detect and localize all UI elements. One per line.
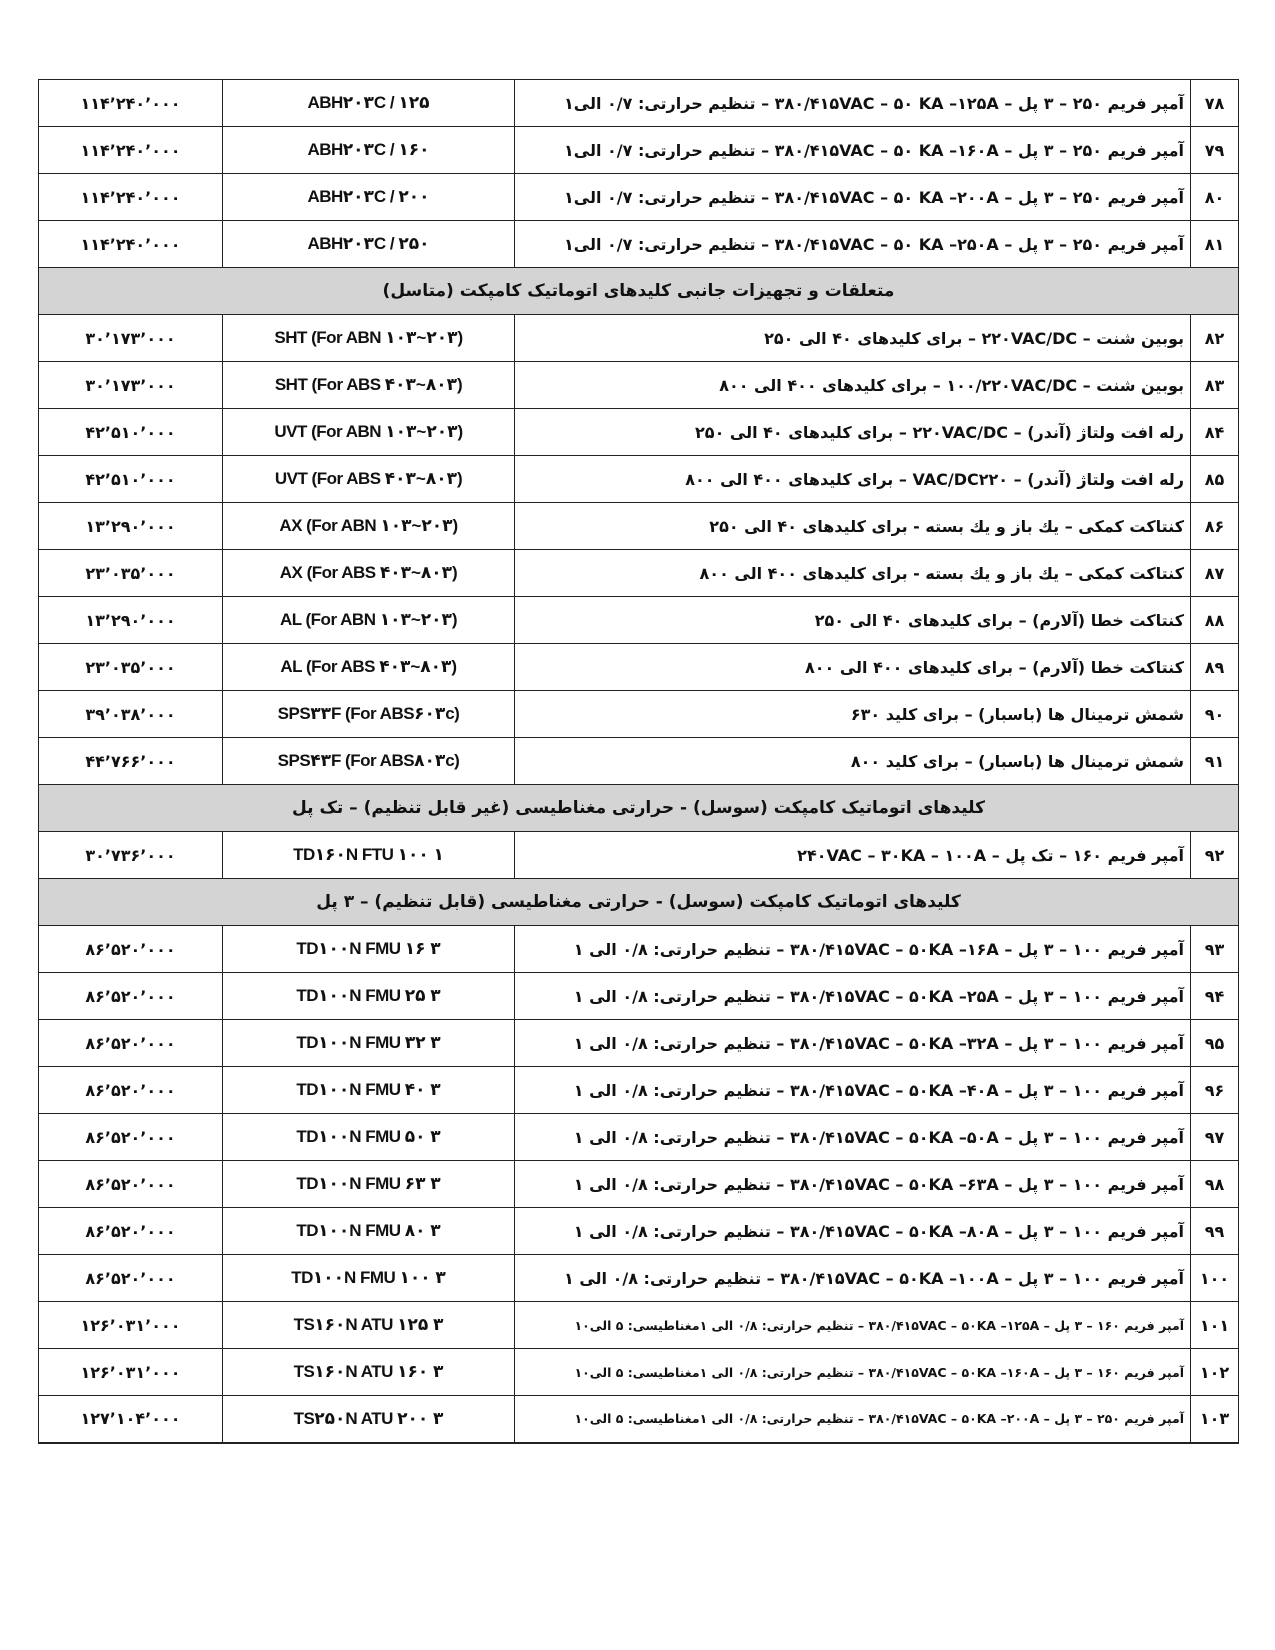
- model-code-cell: TD۱۰۰N FMU ۳۲ ۳: [223, 1020, 515, 1067]
- row-number-cell: ۸۰: [1191, 174, 1239, 221]
- price-cell: ۸۶٬۵۲۰٬۰۰۰: [39, 1067, 223, 1114]
- section-header-row: [39, 879, 1239, 926]
- table-row: [39, 1396, 1239, 1443]
- model-code-cell: AL (For ABS ۴۰۳~۸۰۳): [223, 644, 515, 691]
- price-cell: ۸۶٬۵۲۰٬۰۰۰: [39, 1020, 223, 1067]
- table-row: [39, 691, 1239, 738]
- row-number-cell: ۷۸: [1191, 80, 1239, 127]
- description-cell: آمپر فریم ۱۰۰ – ۳ پل – ۳۸۰/۴۱۵VAC – ۵۰KA –۳۲A – تنظیم حرارتی: ۰/۸ الی ۱: [515, 1020, 1191, 1067]
- price-cell: ۳۰٬۱۷۳٬۰۰۰: [39, 362, 223, 409]
- table-row: [39, 221, 1239, 268]
- row-number-cell: ۹۹: [1191, 1208, 1239, 1255]
- table-row: [39, 362, 1239, 409]
- model-code-cell: TD۱۰۰N FMU ۴۰ ۳: [223, 1067, 515, 1114]
- model-code-cell: SPS۴۳F (For ABS۸۰۳c): [223, 738, 515, 785]
- description-cell: آمپر فریم ۲۵۰ – ۳ پل – ۳۸۰/۴۱۵VAC – ۵۰KA –۲۰۰A – تنظیم حرارتی: ۰/۸ الی ۱مغناطیسی: ۵ الی۱۰: [515, 1396, 1191, 1443]
- row-number-cell: ۸۴: [1191, 409, 1239, 456]
- table-row: [39, 832, 1239, 879]
- table-row: [39, 1302, 1239, 1349]
- model-code-cell: TD۱۶۰N FTU ۱۰۰ ۱: [223, 832, 515, 879]
- description-cell: رله افت ولتاژ (آندر) – VAC/DC۲۲۰ – برای کلیدهای ۴۰۰ الی ۸۰۰: [515, 456, 1191, 503]
- price-cell: ۸۶٬۵۲۰٬۰۰۰: [39, 1255, 223, 1302]
- section-title: متعلقات و تجهیزات جانبی کلیدهای اتوماتیک کامپکت (متاسل): [39, 268, 1239, 315]
- description-cell: آمپر فریم ۱۶۰ – ۳ پل – ۳۸۰/۴۱۵VAC – ۵۰KA –۱۶۰A – تنظیم حرارتی: ۰/۸ الی ۱مغناطیسی: ۵ الی۱۰: [515, 1349, 1191, 1396]
- description-cell: آمپر فریم ۲۵۰ – ۳ پل – ۳۸۰/۴۱۵VAC – ۵۰ KA –۲۵۰A – تنظیم حرارتی: ۰/۷ الی۱: [515, 221, 1191, 268]
- price-cell: ۱۱۴٬۲۴۰٬۰۰۰: [39, 221, 223, 268]
- model-code-cell: TD۱۰۰N FMU ۸۰ ۳: [223, 1208, 515, 1255]
- model-code-cell: SHT (For ABN ۱۰۳~۲۰۳): [223, 315, 515, 362]
- section-header-row: [39, 785, 1239, 832]
- description-cell: شمش ترمینال ها (باسبار) – برای کلید ۸۰۰: [515, 738, 1191, 785]
- model-code-cell: UVT (For ABS ۴۰۳~۸۰۳): [223, 456, 515, 503]
- table-row: [39, 503, 1239, 550]
- price-cell: ۸۶٬۵۲۰٬۰۰۰: [39, 1208, 223, 1255]
- table-row: [39, 926, 1239, 973]
- price-cell: ۸۶٬۵۲۰٬۰۰۰: [39, 926, 223, 973]
- table-row: [39, 1255, 1239, 1302]
- section-title: کلیدهای اتوماتیک کامپکت (سوسل) - حرارتی مغناطیسی (غیر قابل تنظیم) – تک پل: [39, 785, 1239, 832]
- description-cell: آمپر فریم ۱۰۰ – ۳ پل – ۳۸۰/۴۱۵VAC – ۵۰KA –۲۵A – تنظیم حرارتی: ۰/۸ الی ۱: [515, 973, 1191, 1020]
- table-row: [39, 1020, 1239, 1067]
- price-cell: ۴۴٬۷۶۶٬۰۰۰: [39, 738, 223, 785]
- table-row: [39, 1114, 1239, 1161]
- model-code-cell: TD۱۰۰N FMU ۶۳ ۳: [223, 1161, 515, 1208]
- description-cell: بوبین شنت – ۲۲۰VAC/DC – برای کلیدهای ۴۰ الی ۲۵۰: [515, 315, 1191, 362]
- row-number-cell: ۸۹: [1191, 644, 1239, 691]
- row-number-cell: ۱۰۲: [1191, 1349, 1239, 1396]
- price-table-body: [39, 80, 1239, 1443]
- model-code-cell: SHT (For ABS ۴۰۳~۸۰۳): [223, 362, 515, 409]
- table-row: [39, 127, 1239, 174]
- row-number-cell: ۸۲: [1191, 315, 1239, 362]
- row-number-cell: ۹۱: [1191, 738, 1239, 785]
- price-cell: ۳۹٬۰۳۸٬۰۰۰: [39, 691, 223, 738]
- price-cell: ۱۳٬۲۹۰٬۰۰۰: [39, 597, 223, 644]
- model-code-cell: SPS۳۳F (For ABS۶۰۳c): [223, 691, 515, 738]
- row-number-cell: ۹۸: [1191, 1161, 1239, 1208]
- price-table: [38, 79, 1239, 1444]
- table-row: [39, 597, 1239, 644]
- price-cell: ۱۳٬۲۹۰٬۰۰۰: [39, 503, 223, 550]
- row-number-cell: ۸۳: [1191, 362, 1239, 409]
- model-code-cell: TD۱۰۰N FMU ۵۰ ۳: [223, 1114, 515, 1161]
- row-number-cell: ۹۰: [1191, 691, 1239, 738]
- row-number-cell: ۹۵: [1191, 1020, 1239, 1067]
- model-code-cell: ABH۲۰۳C / ۲۰۰: [223, 174, 515, 221]
- description-cell: کنتاکت کمکی – یك باز و یك بسته - برای کلیدهای ۴۰۰ الی ۸۰۰: [515, 550, 1191, 597]
- price-cell: ۱۲۶٬۰۳۱٬۰۰۰: [39, 1349, 223, 1396]
- price-cell: ۱۱۴٬۲۴۰٬۰۰۰: [39, 174, 223, 221]
- model-code-cell: ABH۲۰۳C / ۱۶۰: [223, 127, 515, 174]
- row-number-cell: ۹۶: [1191, 1067, 1239, 1114]
- description-cell: آمپر فریم ۱۶۰ – ۳ پل – ۳۸۰/۴۱۵VAC – ۵۰KA –۱۲۵A – تنظیم حرارتی: ۰/۸ الی ۱مغناطیسی: ۵ الی۱۰: [515, 1302, 1191, 1349]
- model-code-cell: TS۱۶۰N ATU ۱۶۰ ۳: [223, 1349, 515, 1396]
- row-number-cell: ۹۳: [1191, 926, 1239, 973]
- description-cell: آمپر فریم ۱۰۰ – ۳ پل – ۳۸۰/۴۱۵VAC – ۵۰KA –۱۰۰A – تنظیم حرارتی: ۰/۸ الی ۱: [515, 1255, 1191, 1302]
- model-code-cell: AX (For ABS ۴۰۳~۸۰۳): [223, 550, 515, 597]
- model-code-cell: UVT (For ABN ۱۰۳~۲۰۳): [223, 409, 515, 456]
- model-code-cell: AL (For ABN ۱۰۳~۲۰۳): [223, 597, 515, 644]
- model-code-cell: ABH۲۰۳C / ۱۲۵: [223, 80, 515, 127]
- price-list-sheet: [38, 79, 1238, 1444]
- table-row: [39, 550, 1239, 597]
- section-title: کلیدهای اتوماتیک کامپکت (سوسل) - حرارتی مغناطیسی (قابل تنظیم) – ۳ پل: [39, 879, 1239, 926]
- table-row: [39, 409, 1239, 456]
- description-cell: آمپر فریم ۱۰۰ – ۳ پل – ۳۸۰/۴۱۵VAC – ۵۰KA –۸۰A – تنظیم حرارتی: ۰/۸ الی ۱: [515, 1208, 1191, 1255]
- description-cell: آمپر فریم ۱۰۰ – ۳ پل – ۳۸۰/۴۱۵VAC – ۵۰KA –۱۶A – تنظیم حرارتی: ۰/۸ الی ۱: [515, 926, 1191, 973]
- model-code-cell: TD۱۰۰N FMU ۱۶ ۳: [223, 926, 515, 973]
- description-cell: رله افت ولتاژ (آندر) – ۲۲۰VAC/DC – برای کلیدهای ۴۰ الی ۲۵۰: [515, 409, 1191, 456]
- price-cell: ۸۶٬۵۲۰٬۰۰۰: [39, 1161, 223, 1208]
- table-row: [39, 644, 1239, 691]
- row-number-cell: ۹۲: [1191, 832, 1239, 879]
- price-cell: ۲۳٬۰۳۵٬۰۰۰: [39, 644, 223, 691]
- table-row: [39, 174, 1239, 221]
- row-number-cell: ۸۶: [1191, 503, 1239, 550]
- table-row: [39, 738, 1239, 785]
- row-number-cell: ۸۵: [1191, 456, 1239, 503]
- table-row: [39, 315, 1239, 362]
- description-cell: کنتاکت خطا (آلارم) – برای کلیدهای ۴۰ الی ۲۵۰: [515, 597, 1191, 644]
- description-cell: شمش ترمینال ها (باسبار) – برای کلید ۶۳۰: [515, 691, 1191, 738]
- row-number-cell: ۱۰۰: [1191, 1255, 1239, 1302]
- price-cell: ۲۳٬۰۳۵٬۰۰۰: [39, 550, 223, 597]
- row-number-cell: ۹۴: [1191, 973, 1239, 1020]
- model-code-cell: TS۱۶۰N ATU ۱۲۵ ۳: [223, 1302, 515, 1349]
- description-cell: آمپر فریم ۱۰۰ – ۳ پل – ۳۸۰/۴۱۵VAC – ۵۰KA –۴۰A – تنظیم حرارتی: ۰/۸ الی ۱: [515, 1067, 1191, 1114]
- price-cell: ۴۲٬۵۱۰٬۰۰۰: [39, 409, 223, 456]
- price-cell: ۸۶٬۵۲۰٬۰۰۰: [39, 1114, 223, 1161]
- price-cell: ۸۶٬۵۲۰٬۰۰۰: [39, 973, 223, 1020]
- price-cell: ۱۱۴٬۲۴۰٬۰۰۰: [39, 80, 223, 127]
- model-code-cell: TD۱۰۰N FMU ۱۰۰ ۳: [223, 1255, 515, 1302]
- row-number-cell: ۸۱: [1191, 221, 1239, 268]
- table-row: [39, 973, 1239, 1020]
- table-row: [39, 1161, 1239, 1208]
- description-cell: آمپر فریم ۱۰۰ – ۳ پل – ۳۸۰/۴۱۵VAC – ۵۰KA –۵۰A – تنظیم حرارتی: ۰/۸ الی ۱: [515, 1114, 1191, 1161]
- table-row: [39, 1208, 1239, 1255]
- row-number-cell: ۸۸: [1191, 597, 1239, 644]
- description-cell: آمپر فریم ۲۵۰ – ۳ پل – ۳۸۰/۴۱۵VAC – ۵۰ KA –۲۰۰A – تنظیم حرارتی: ۰/۷ الی۱: [515, 174, 1191, 221]
- model-code-cell: TS۲۵۰N ATU ۲۰۰ ۳: [223, 1396, 515, 1443]
- description-cell: کنتاکت خطا (آلارم) – برای کلیدهای ۴۰۰ الی ۸۰۰: [515, 644, 1191, 691]
- model-code-cell: ABH۲۰۳C / ۲۵۰: [223, 221, 515, 268]
- price-cell: ۱۲۷٬۱۰۴٬۰۰۰: [39, 1396, 223, 1443]
- price-cell: ۴۲٬۵۱۰٬۰۰۰: [39, 456, 223, 503]
- table-row: [39, 1349, 1239, 1396]
- description-cell: کنتاکت کمکی – یك باز و یك بسته - برای کلیدهای ۴۰ الی ۲۵۰: [515, 503, 1191, 550]
- row-number-cell: ۷۹: [1191, 127, 1239, 174]
- section-header-row: [39, 268, 1239, 315]
- table-row: [39, 1067, 1239, 1114]
- price-cell: ۳۰٬۷۳۶٬۰۰۰: [39, 832, 223, 879]
- description-cell: آمپر فریم ۱۰۰ – ۳ پل – ۳۸۰/۴۱۵VAC – ۵۰KA –۶۳A – تنظیم حرارتی: ۰/۸ الی ۱: [515, 1161, 1191, 1208]
- price-cell: ۳۰٬۱۷۳٬۰۰۰: [39, 315, 223, 362]
- row-number-cell: ۸۷: [1191, 550, 1239, 597]
- model-code-cell: AX (For ABN ۱۰۳~۲۰۳): [223, 503, 515, 550]
- description-cell: آمپر فریم ۲۵۰ – ۳ پل – ۳۸۰/۴۱۵VAC – ۵۰ KA –۱۲۵A – تنظیم حرارتی: ۰/۷ الی۱: [515, 80, 1191, 127]
- row-number-cell: ۹۷: [1191, 1114, 1239, 1161]
- price-cell: ۱۱۴٬۲۴۰٬۰۰۰: [39, 127, 223, 174]
- price-cell: ۱۲۶٬۰۳۱٬۰۰۰: [39, 1302, 223, 1349]
- row-number-cell: ۱۰۳: [1191, 1396, 1239, 1443]
- table-row: [39, 80, 1239, 127]
- table-row: [39, 456, 1239, 503]
- model-code-cell: TD۱۰۰N FMU ۲۵ ۳: [223, 973, 515, 1020]
- description-cell: آمپر فریم ۱۶۰ – تک پل – ۲۴۰VAC – ۳۰KA – ۱۰۰A: [515, 832, 1191, 879]
- row-number-cell: ۱۰۱: [1191, 1302, 1239, 1349]
- description-cell: آمپر فریم ۲۵۰ – ۳ پل – ۳۸۰/۴۱۵VAC – ۵۰ KA –۱۶۰A – تنظیم حرارتی: ۰/۷ الی۱: [515, 127, 1191, 174]
- description-cell: بوبین شنت – ۱۰۰/۲۲۰VAC/DC – برای کلیدهای ۴۰۰ الی ۸۰۰: [515, 362, 1191, 409]
